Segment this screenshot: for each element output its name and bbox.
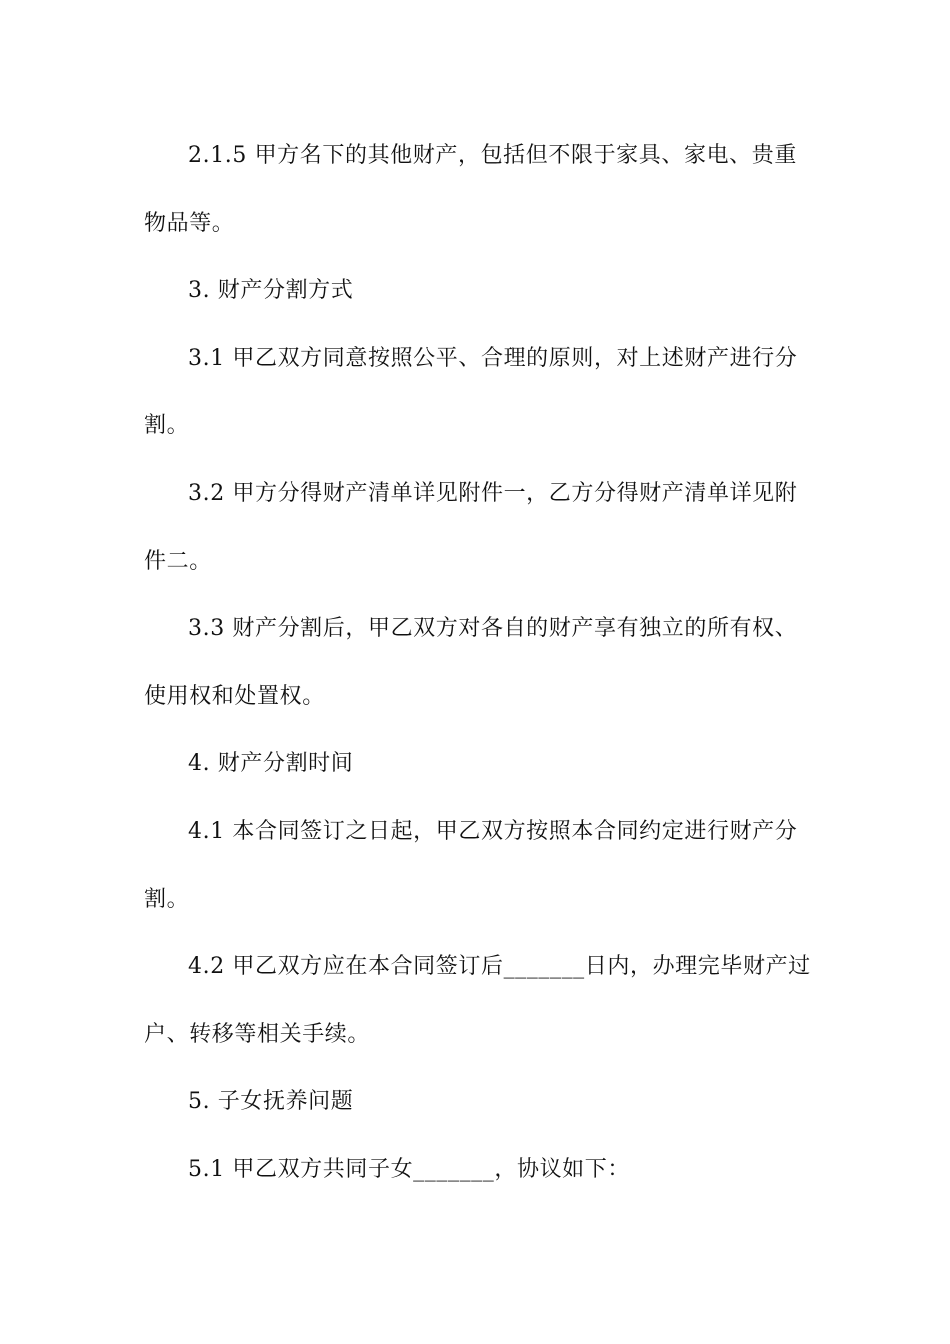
paragraph-line: 户、转移等相关手续。 — [144, 1021, 371, 1047]
section-heading: 4. 财产分割时间 — [188, 751, 354, 777]
section-heading: 3. 财产分割方式 — [188, 278, 354, 304]
document-body — [144, 122, 811, 1204]
paragraph-line: 4.2 甲乙双方应在本合同签订后_______日内，办理完毕财产过 — [188, 954, 811, 980]
paragraph-line: 3.3 财产分割后，甲乙双方对各自的财产享有独立的所有权、 — [188, 616, 798, 642]
paragraph-line: 使用权和处置权。 — [144, 683, 325, 709]
paragraph-line: 3.2 甲方分得财产清单详见附件一，乙方分得财产清单详见附 — [188, 480, 798, 506]
paragraph-line: 2.1.5 甲方名下的其他财产，包括但不限于家具、家电、贵重 — [188, 143, 797, 168]
paragraph-line: 5.1 甲乙双方共同子女_______，协议如下： — [188, 1156, 630, 1182]
paragraph-line: 件二。 — [144, 548, 212, 574]
paragraph-line: 物品等。 — [144, 210, 235, 236]
section-heading: 5. 子女抚养问题 — [188, 1089, 354, 1115]
paragraph-line: 3.1 甲乙双方同意按照公平、合理的原则，对上述财产进行分 — [188, 345, 798, 371]
paragraph-line: 割。 — [144, 413, 190, 439]
paragraph-line: 割。 — [144, 886, 190, 912]
paragraph-line: 4.1 本合同签订之日起，甲乙双方按照本合同约定进行财产分 — [188, 818, 798, 844]
